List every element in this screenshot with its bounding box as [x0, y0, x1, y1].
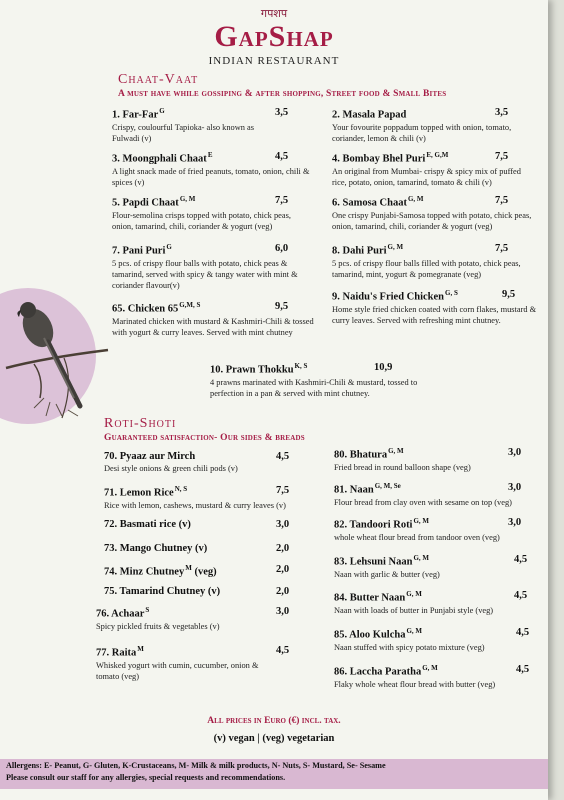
allergen-code: G, M — [406, 590, 422, 598]
section-title-roti: Roti-Shoti — [104, 416, 177, 431]
item-description: Naan stuffed with spicy potato mixture (veg) — [334, 642, 485, 652]
menu-item — [104, 451, 299, 474]
item-name: 72. Basmati rice (v) — [104, 519, 191, 530]
menu-item — [96, 606, 301, 632]
item-price: 6,0 — [275, 243, 289, 254]
item-description: A light snack made of fried peanuts, tomato, onion, chili & spices (v) — [112, 166, 310, 187]
item-name: 76. Achaar — [96, 608, 145, 620]
item-price: 3,0 — [508, 517, 522, 528]
item-name: 8. Dahi Puri — [332, 245, 387, 257]
menu-item — [332, 151, 537, 188]
item-description: Marinated chicken with mustard & Kashmiri-Chili & tossed with yogurt & curry leaves. Served with mint chutney — [112, 316, 314, 337]
item-name: 86. Laccha Paratha — [334, 666, 422, 678]
allergen-code: G, S — [445, 289, 458, 297]
item-description: Flaky whole wheat flour bread with butter (veg) — [334, 679, 496, 689]
allergen-code: G, M — [413, 554, 430, 562]
menu-item — [112, 243, 312, 291]
item-name: 75. Tamarind Chutney (v) — [104, 586, 221, 597]
item-description: Whisked yogurt with cumin, cucumber, onion & tomato (veg) — [96, 660, 259, 681]
item-price: 4,5 — [514, 590, 528, 601]
item-name: 85. Aloo Kulcha — [334, 629, 406, 641]
item-name: 2. Masala Papad — [332, 109, 407, 121]
item-name: 74. Minz Chutney — [104, 566, 185, 578]
item-description: Naan with loads of butter in Punjabi style (veg) — [334, 605, 494, 615]
item-description: Spicy pickled fruits & vegetables (v) — [96, 621, 220, 631]
menu-item — [104, 519, 299, 530]
item-description: Flour-semolina crisps topped with potato, chick peas, onion, tamarind, chili, coriander & yogurt (veg) — [112, 210, 291, 231]
item-price: 4,5 — [276, 645, 290, 656]
allergen-code: G, M — [179, 195, 196, 203]
item-price: 10,9 — [374, 362, 393, 373]
item-price: 4,5 — [275, 151, 289, 162]
allergen-code: G, M — [387, 243, 404, 251]
item-name: 80. Bhatura — [334, 449, 388, 461]
menu-item — [334, 627, 539, 653]
menu-item — [112, 301, 312, 338]
item-price: 9,5 — [502, 289, 516, 300]
item-name: 84. Butter Naan — [334, 592, 406, 604]
item-name: 4. Bombay Bhel Puri — [332, 153, 426, 165]
allergen-list: Allergens: E- Peanut, G- Gluten, K-Crustaceans, M- Milk & milk products, N- Nuts, S- Mustard, Se- Sesame — [6, 761, 386, 770]
item-name: 77. Raita — [96, 647, 137, 659]
item-name: 5. Papdi Chaat — [112, 197, 179, 209]
item-price: 4,5 — [276, 451, 290, 462]
item-price: 7,5 — [275, 195, 289, 206]
item-price: 3,0 — [508, 482, 522, 493]
item-description: Rice with lemon, cashews, mustard & curry leaves (v) — [104, 500, 286, 510]
item-description: Fried bread in round balloon shape (veg) — [334, 462, 471, 472]
item-name-suffix: (veg) — [191, 566, 217, 578]
menu-item — [334, 554, 539, 580]
restaurant-logo: GapShap — [214, 20, 334, 53]
menu-item — [334, 664, 539, 690]
item-name: 7. Pani Puri — [112, 245, 166, 257]
item-description: An original from Mumbai- crispy & spicy mix of puffed rice, potato, onion, tamarind, tomato & chili (v) — [332, 166, 521, 187]
item-name: 73. Mango Chutney (v) — [104, 543, 208, 554]
item-name: 83. Lehsuni Naan — [334, 556, 413, 568]
menu-item — [104, 586, 299, 597]
item-price: 7,5 — [495, 195, 509, 206]
menu-item — [104, 543, 299, 554]
menu-item — [104, 485, 299, 511]
item-description: 5 pcs. of crispy flour balls filled with potato, chick peas, tamarind, mint, yogurt & pomegranate (veg) — [332, 258, 521, 279]
item-name: 3. Moongphali Chaat — [112, 153, 207, 165]
item-description: 5 pcs. of crispy flour balls with potato, chick peas & tamarind, served with spicy & tangy water with mint & coriander flavour(v) — [112, 258, 298, 290]
item-description: 4 prawns marinated with Kashmiri-Chili & mustard, tossed to perfection in a pan & served with mint chutney. — [210, 377, 418, 398]
item-name: 82. Tandoori Roti — [334, 519, 413, 531]
item-description: Desi style onions & green chili pods (v) — [104, 464, 238, 473]
item-description: Naan with garlic & butter (veg) — [334, 569, 440, 579]
menu-item — [112, 195, 312, 232]
item-name: 6. Samosa Chaat — [332, 197, 407, 209]
item-name: 1. Far-Far — [112, 109, 159, 121]
allergen-code: G,M, S — [179, 301, 201, 309]
item-description: One crispy Punjabi-Samosa topped with potato, chick peas, onion, tamarind, chili, coriander & yogurt (veg) — [332, 210, 532, 231]
item-description: Home style fried chicken coated with corn flakes, mustard & curry leaves. Served with refreshing mint chutney. — [332, 304, 537, 325]
menu-item — [210, 362, 420, 399]
item-price: 2,0 — [276, 586, 290, 597]
menu-item — [96, 645, 301, 682]
menu-item — [332, 107, 537, 144]
item-description: Your fovourite poppadum topped with onion, tomato, coriander, lemon & chili (v) — [332, 122, 512, 143]
section-subtitle-roti: Guaranteed satisfaction- Our sides & breads — [104, 433, 305, 443]
item-price: 4,5 — [516, 664, 530, 675]
item-price: 3,0 — [508, 447, 522, 458]
item-name: 71. Lemon Rice — [104, 487, 174, 499]
item-price: 7,5 — [495, 151, 509, 162]
item-description: Flour bread from clay oven with sesame on top (veg) — [334, 497, 512, 507]
allergen-code: E — [207, 151, 213, 159]
allergen-code: E, G,M — [426, 151, 449, 159]
menu-item — [112, 151, 312, 188]
menu-item — [332, 243, 537, 280]
allergen-code: G, M — [406, 627, 423, 635]
menu-item — [334, 517, 539, 543]
item-price: 3,0 — [276, 606, 290, 617]
menu-item — [334, 590, 539, 616]
allergen-code: G, M — [407, 195, 424, 203]
section-subtitle-chaat: A must have while gossiping & after shopping, Street food & Small Bites — [118, 89, 447, 99]
item-price: 2,0 — [276, 564, 290, 575]
item-price: 2,0 — [276, 543, 290, 554]
allergen-code: G — [159, 107, 165, 115]
price-note: All prices in Euro (€) incl. tax. — [207, 716, 341, 726]
item-price: 7,5 — [495, 243, 509, 254]
allergen-code: G, M — [388, 447, 404, 455]
allergen-code: K, S — [294, 362, 308, 370]
item-price: 3,0 — [276, 519, 290, 530]
parrot-illustration-icon — [4, 298, 114, 428]
item-name: 9. Naidu's Fried Chicken — [332, 291, 445, 303]
allergen-code: G, M — [422, 664, 438, 672]
item-price: 3,5 — [495, 107, 509, 118]
allergen-code: M — [185, 564, 192, 572]
menu-item — [104, 564, 299, 578]
item-price: 7,5 — [276, 485, 290, 496]
item-name: 10. Prawn Thokku — [210, 364, 294, 376]
allergen-code: G, M — [413, 517, 430, 525]
item-description: whole wheat flour bread from tandoor oven (veg) — [334, 532, 500, 542]
section-title-chaat: Chaat-Vaat — [118, 72, 199, 87]
menu-item — [334, 447, 539, 473]
menu-item — [334, 482, 539, 508]
menu-item — [112, 107, 312, 144]
allergen-legend — [6, 760, 386, 784]
logo-devanagari: गपशप — [260, 8, 288, 20]
allergen-code: N, S — [174, 485, 188, 493]
allergen-code: M — [137, 645, 144, 653]
item-price: 3,5 — [275, 107, 289, 118]
item-price: 4,5 — [516, 627, 530, 638]
diet-legend: (v) vegan | (veg) vegetarian — [213, 733, 335, 744]
allergy-advice: Please consult our staff for any allergies, special requests and recommendations. — [6, 773, 286, 782]
allergen-code: S — [145, 606, 150, 614]
item-name: 70. Pyaaz aur Mirch — [104, 451, 196, 462]
item-price: 9,5 — [275, 301, 289, 312]
item-name: 65. Chicken 65 — [112, 303, 179, 315]
menu-item — [332, 289, 537, 326]
item-price: 4,5 — [514, 554, 528, 565]
menu-item — [332, 195, 537, 232]
item-description: Crispy, coulourful Tapioka- also known as Fulwadi (v) — [112, 122, 254, 143]
allergen-code: G, M, Se — [374, 482, 401, 490]
item-name: 81. Naan — [334, 484, 374, 496]
allergen-code: G — [166, 243, 172, 251]
restaurant-subtitle: INDIAN RESTAURANT — [208, 55, 340, 67]
